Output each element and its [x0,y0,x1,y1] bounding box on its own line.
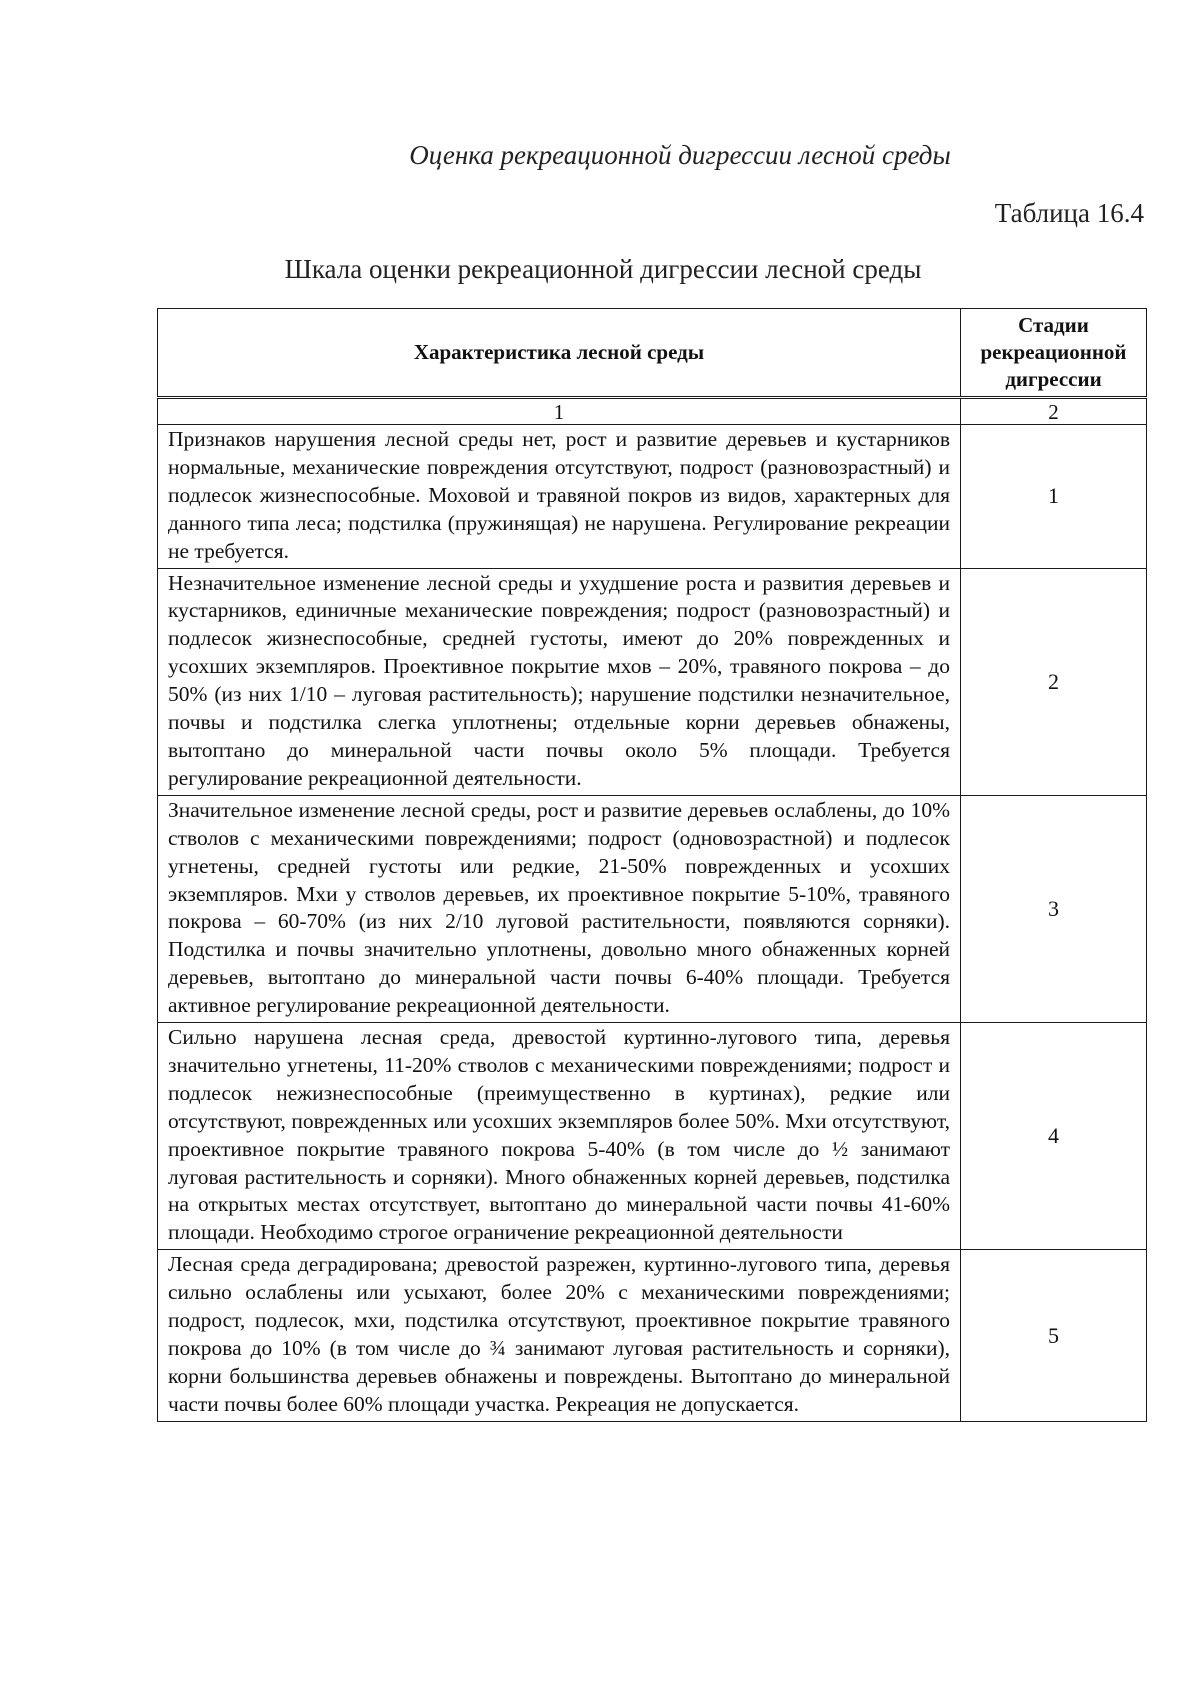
stage-number: 4 [961,1023,1147,1250]
column-number-1: 1 [158,398,961,425]
stage-number: 2 [961,568,1147,795]
table-caption: Шкала оценки рекреационной дигрессии лесной среды [284,254,922,284]
column-number-row [158,398,1147,425]
stage-description: Незначительное изменение лесной среды и ухудшение роста и развития деревьев и кустарников, единичные механические повреждения; подрост (разновозрастный) и подлесок жизнеспособные, средней густоты, имеют до 20% поврежденных и усохших экземпляров. Проективное покрытие мхов – 20%, травяного покрова – до 50% (из них 1/10 – луговая растительность); нарушение подстилки незначительное, почвы и подстилка слегка уплотнены; отдельные корни деревьев обнажены, вытоптано до минеральной части почвы около 5% площади. Требуется регулирование рекреационной деятельности. [158,568,961,795]
table-row [158,425,1147,569]
stage-description: Значительное изменение лесной среды, рост и развитие деревьев ослаблены, до 10% стволов с механическими повреждениями; подрост (одновозрастной) и подлесок угнетены, средней густоты или редкие, 21-50% поврежденных и усохших экземпляров. Мхи у стволов деревьев, их проективное покрытие 5-10%, травяного покрова – 60-70% (из них 2/10 луговой растительности, появляются сорняки). Подстилка и почвы значительно уплотнены, довольно много обнаженных корней деревьев, вытоптано до минеральной части почвы 6-40% площади. Требуется активное регулирование рекреационной деятельности. [158,795,961,1022]
table-row [158,1250,1147,1421]
degression-scale-table [157,308,1147,1422]
stage-description: Признаков нарушения лесной среды нет, рост и развитие деревьев и кустарников нормальные, механические повреждения отсутствуют, подрост (разновозрастный) и подлесок жизнеспособные. Моховой и травяной покров из видов, характерных для данного типа леса; подстилка (пружинящая) не нарушена. Регулирование рекреации не требуется. [158,425,961,569]
stage-number: 5 [961,1250,1147,1421]
table-row [158,568,1147,795]
table-header-row [158,309,1147,398]
column-header-stage: Стадии рекреационной дигрессии [961,309,1147,398]
stage-description: Сильно нарушена лесная среда, древостой куртинно-лугового типа, деревья значительно угнетены, 11-20% стволов с механическими повреждениями; подрост и подлесок нежизнеспособные (преимущественно в куртинах), редкие или отсутствуют, поврежденных или усохших экземпляров более 50%. Мхи отсутствуют, проективное покрытие травяного покрова 5-40% (в том числе до ½ занимают луговая растительность и сорняки). Много обнаженных корней деревьев, подстилка на открытых местах отсутствует, вытоптано до минеральной части почвы 41-60% площади. Необходимо строгое ограничение рекреационной деятельности [158,1023,961,1250]
stage-number: 1 [961,425,1147,569]
column-number-2: 2 [961,398,1147,425]
stage-number: 3 [961,795,1147,1022]
table-row [158,795,1147,1022]
column-header-characteristic: Характеристика лесной среды [158,309,961,398]
table-row [158,1023,1147,1250]
stage-description: Лесная среда деградирована; древостой разрежен, куртинно-лугового типа, деревья сильно ослаблены или усыхают, более 20% с механическими повреждениями; подрост, подлесок, мхи, подстилка отсутствуют, проективное покрытие травяного покрова до 10% (в том числе до ¾ занимают луговая растительность и сорняки), корни большинства деревьев обнажены и повреждены. Вытоптано до минеральной части почвы более 60% площади участка. Рекреация не допускается. [158,1250,961,1421]
italic-section-title: Оценка рекреационной дигрессии лесной среды [409,140,951,170]
table-number: Таблица 16.4 [994,198,1144,228]
